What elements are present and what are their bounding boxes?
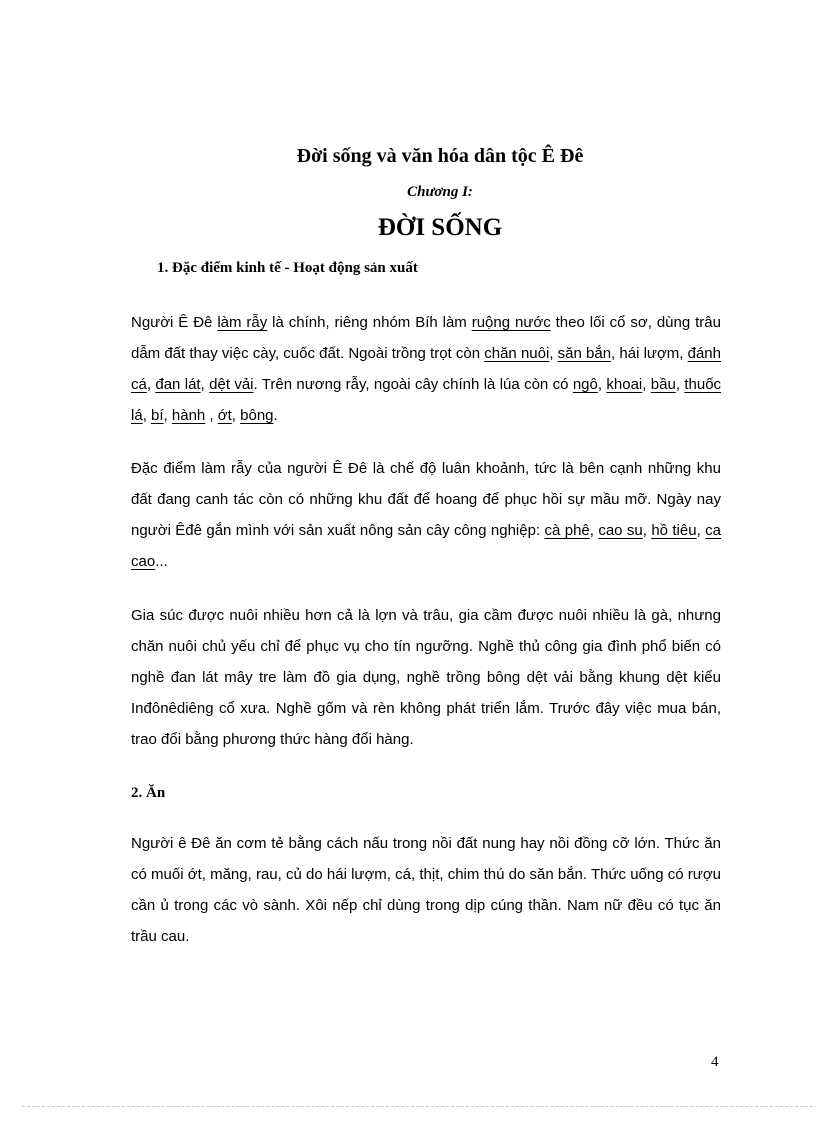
text-run: là chính, riêng nhóm Bíh làm (267, 314, 472, 331)
section-heading-economy: 1. Đặc điểm kinh tế - Hoạt động sản xuất (157, 260, 418, 276)
text-run: . (273, 407, 278, 424)
text-run: Gia súc được nuôi nhiều hơn cả là lợn và trâu, gia cầm được nuôi nhiều là gà, nhưng chăn nuôi chủ yếu chỉ để phục vụ cho tín ngưỡng. Nghề thủ công gia đình phổ biến có nghề đan lát mây tre làm đồ gia dụng, nghề trồng bông dệt vải bằng khung dệt kiểu Inđônêdiêng cổ xưa. Nghề gốm và rèn không phát triển lắm. Trước đây việc mua bán, trao đổi bằng phương thức hàng đổi hàng. (131, 607, 721, 748)
term-link[interactable]: ca cao (131, 522, 721, 570)
section-heading-food: 2. Ăn (131, 785, 166, 801)
page-bottom-divider (22, 1106, 816, 1107)
term-link[interactable]: cao su (598, 522, 643, 539)
text-run: , (696, 522, 706, 539)
term-link[interactable]: hành (171, 407, 206, 424)
chapter-label: Chương I: (407, 184, 473, 200)
document-title: Đời sống và văn hóa dân tộc Ê Đê (296, 145, 584, 167)
term-link[interactable]: chăn nuôi (484, 345, 550, 362)
term-link[interactable]: cà phê (544, 522, 590, 539)
paragraph-food (131, 828, 721, 952)
text-run: Đặc điểm làm rẫy của người Ê Đê là chế độ luân khoảnh, tức là bên cạnh những khu đất đang canh tác còn có những khu đất để hoang để phục hồi sự mầu mỡ. Ngày nay người Êđê gắn mình với sản xuất nông sản cây công nghiệp: (131, 460, 721, 539)
text-run: , (142, 407, 152, 424)
text-run: , (675, 376, 685, 393)
text-run: Người Ê Đê (131, 314, 218, 331)
text-run: , (205, 407, 218, 424)
text-run: , (549, 345, 558, 362)
paragraph-livestock-crafts (131, 600, 721, 755)
term-link[interactable]: hồ tiêu (651, 522, 697, 539)
text-run: , (642, 376, 651, 393)
text-run: Người ê Đê ăn cơm tẻ bằng cách nấu trong nồi đất nung hay nồi đồng cỡ lớn. Thức ăn có muối ớt, măng, rau, củ do hái lượm, cá, thịt, chim thú do săn bắn. Thức uống có rượu cần ủ trong các vò sành. Xôi nếp chỉ dùng trong dịp cúng thần. Nam nữ đều có tục ăn trầu cau. (131, 835, 721, 945)
term-link[interactable]: dệt vải (209, 376, 254, 393)
paragraph-shifting-cultivation (131, 453, 721, 577)
paragraph-farming (131, 307, 721, 431)
term-link[interactable]: bí (151, 407, 164, 424)
term-link[interactable]: ngô (572, 376, 598, 393)
text-run: , (589, 522, 599, 539)
term-link[interactable]: săn bắn (557, 345, 612, 362)
text-run: theo lối cổ sơ, dùng trâu dẫm đất thay việc cày, cuốc đất. Ngoài trồng trọt còn (131, 314, 721, 362)
text-run: , (597, 376, 607, 393)
term-link[interactable]: thuốc lá (131, 376, 722, 424)
term-link[interactable]: bầu (650, 376, 676, 393)
term-link[interactable]: khoai (606, 376, 643, 393)
text-run: , (146, 376, 156, 393)
term-link[interactable]: ruộng nước (471, 314, 551, 331)
text-run: , (231, 407, 241, 424)
text-run: , hái lượm, (611, 345, 688, 362)
term-link[interactable]: đan lát (155, 376, 201, 393)
text-run: ... (155, 553, 168, 570)
term-link[interactable]: bông (240, 407, 274, 424)
term-link[interactable]: ớt (217, 407, 232, 424)
page-number: 4 (711, 1054, 719, 1070)
chapter-title: ĐỜI SỐNG (377, 214, 503, 241)
term-link[interactable]: đánh cá (131, 345, 721, 393)
term-link[interactable]: làm rẫy (217, 314, 268, 331)
text-run: . Trên nương rẫy, ngoài cây chính là lúa còn có (253, 376, 573, 393)
text-run: , (642, 522, 652, 539)
text-run: , (200, 376, 210, 393)
text-run: , (163, 407, 172, 424)
